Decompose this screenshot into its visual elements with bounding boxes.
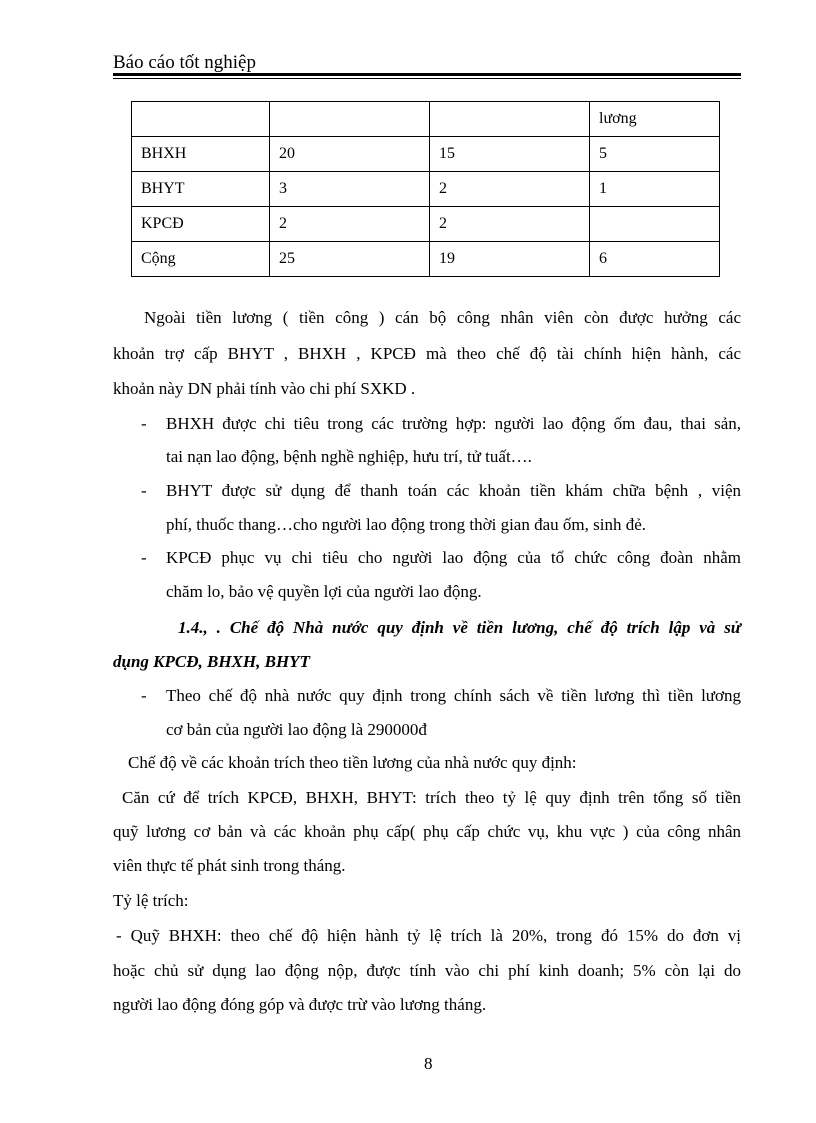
table-row [132, 207, 720, 242]
bullet-dash: - [141, 686, 147, 705]
paragraph-line: Ngoài tiền lương ( tiền công ) cán bộ công nhân viên còn được hưởng các [144, 308, 741, 327]
table-cell: lương [590, 102, 720, 137]
table-cell: 25 [270, 242, 430, 277]
paragraph-line: Chế độ về các khoản trích theo tiền lương của nhà nước quy định: [128, 753, 577, 772]
bullet-line: cơ bản của người lao động là 290000đ [166, 720, 427, 739]
table-cell: BHYT [132, 172, 270, 207]
paragraph-line: khoản này DN phải tính vào chi phí SXKD . [113, 379, 416, 398]
bullet-dash: - [141, 414, 147, 433]
paragraph-line: Căn cứ để trích KPCĐ, BHXH, BHYT: trích theo tỷ lệ quy định trên tổng số tiền [122, 788, 741, 807]
table-cell: 19 [430, 242, 590, 277]
table-cell: 2 [430, 172, 590, 207]
table-cell [590, 207, 720, 242]
table-cell: Cộng [132, 242, 270, 277]
paragraph-line: người lao động đóng góp và được trừ vào lương tháng. [113, 995, 487, 1014]
bullet-line: tai nạn lao động, bệnh nghề nghiệp, hưu trí, tử tuất…. [166, 447, 532, 466]
page-header [113, 52, 741, 74]
paragraph-line: Tỷ lệ trích: [113, 891, 189, 910]
paragraph-line: viên thực tế phát sinh trong tháng. [113, 856, 346, 875]
table-cell: 20 [270, 137, 430, 172]
contribution-table [131, 101, 720, 277]
bullet-line: phí, thuốc thang…cho người lao động trong thời gian đau ốm, sinh đẻ. [166, 515, 646, 534]
table-cell [430, 102, 590, 137]
table-cell: 5 [590, 137, 720, 172]
table-row [132, 242, 720, 277]
paragraph-line: hoặc chủ sử dụng lao động nộp, được tính vào chi phí kinh doanh; 5% còn lại do [113, 961, 741, 980]
table-row [132, 102, 720, 137]
header-title: Báo cáo tốt nghiệp [113, 52, 256, 73]
bullet-line: BHYT được sử dụng để thanh toán các khoản tiền khám chữa bệnh , viện [166, 481, 741, 500]
header-rule-thin [113, 78, 741, 79]
table-row [132, 137, 720, 172]
section-heading: dụng KPCĐ, BHXH, BHYT [113, 652, 310, 671]
table-cell [132, 102, 270, 137]
table-cell: BHXH [132, 137, 270, 172]
table-row [132, 172, 720, 207]
table-cell [270, 102, 430, 137]
bullet-line: chăm lo, bảo vệ quyền lợi của người lao động. [166, 582, 482, 601]
bullet-line: Theo chế độ nhà nước quy định trong chính sách về tiền lương thì tiền lương [166, 686, 741, 705]
paragraph-line: khoản trợ cấp BHYT , BHXH , KPCĐ mà theo chế độ tài chính hiện hành, các [113, 344, 741, 363]
table-cell: 1 [590, 172, 720, 207]
table-cell: 2 [430, 207, 590, 242]
paragraph-line: quỹ lương cơ bản và các khoản phụ cấp( phụ cấp chức vụ, khu vực ) của công nhân [113, 822, 741, 841]
table-cell: 15 [430, 137, 590, 172]
paragraph-line: - Quỹ BHXH: theo chế độ hiện hành tỷ lệ trích là 20%, trong đó 15% do đơn vị [116, 926, 741, 945]
bullet-line: KPCĐ phục vụ chi tiêu cho người lao động của tổ chức công đoàn nhằm [166, 548, 741, 567]
bullet-dash: - [141, 481, 147, 500]
bullet-dash: - [141, 548, 147, 567]
section-heading: 1.4., . Chế độ Nhà nước quy định về tiền lương, chế độ trích lập và sử [178, 618, 741, 637]
header-rule-thick [113, 73, 741, 76]
page-number: 8 [424, 1054, 433, 1073]
table-cell: 2 [270, 207, 430, 242]
bullet-line: BHXH được chi tiêu trong các trường hợp: người lao động ốm đau, thai sản, [166, 414, 741, 433]
table-cell: KPCĐ [132, 207, 270, 242]
table-cell: 3 [270, 172, 430, 207]
table-cell: 6 [590, 242, 720, 277]
